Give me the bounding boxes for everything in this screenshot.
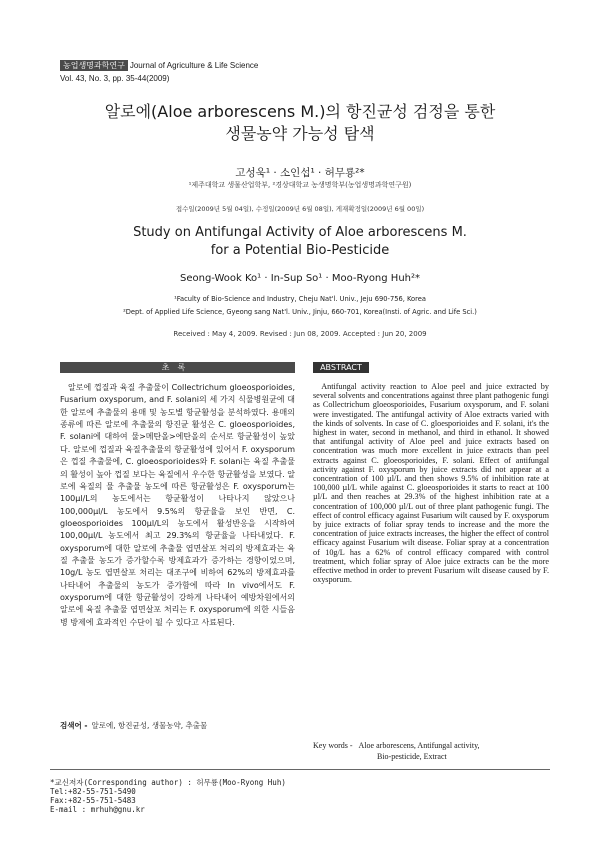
english-keywords-line2: Bio-pesticide, Extract <box>377 752 447 761</box>
english-abstract-heading: ABSTRACT <box>313 362 369 373</box>
english-abstract <box>313 382 549 584</box>
correspondence-email: E-mail : mrhuh@gnu.kr <box>50 805 145 814</box>
english-affiliation-2: ²Dept. of Applied Life Science, Gyeong sang Nat'l. Univ., Jinju, 660-701, Korea(Insti. of Agric. and Life Sci.) <box>123 308 477 316</box>
english-authors: Seong-Wook Ko¹ · In-Sup So¹ · Moo-Ryong Huh²* <box>179 273 421 284</box>
english-title-line2: for a Potential Bio-Pesticide <box>210 243 390 258</box>
korean-abstract <box>60 382 295 629</box>
korean-abstract-heading: 초록 <box>60 362 295 373</box>
correspondence-tel: Tel:+82-55-751-5490 <box>50 787 136 796</box>
footnote-divider <box>50 769 550 770</box>
english-affiliation-1: ¹Faculty of Bio-Science and Industry, Cheju Nat'l. Univ., Jeju 690-756, Korea <box>174 295 426 303</box>
english-title-line1: Study on Antifungal Activity of Aloe arborescens M. <box>133 225 467 240</box>
korean-abstract-text: 알로에 껍질과 육질 추출물이 Collectrichum gloeosporioides, Fusarium oxysporum, and F. solani의 세 가지 식물병원균에 대한 알로에 추출물의 용매 및 농도별 항균활성을 분석하였다. 용매의 종류에 따른 알로에 추출물의 항진균 활성은 C. gloeosporioides, F. solani에 대하여 물>메탄올>에탄올의 순서로 항균활성이 높았다. 알로에 껍질과 육질추출물의 항균활성에 있어서 F. oxysporum은 껍질 추출물에, C. gloeosporioides와 F. solani는 육질 추출물의 활성이 높아 껍질 보다는 육질에서 우수한 항균활성을 보였다. 알로에 육질의 물 추출물 농도에 따른 항균활성은 F. oxysporum는 100µl/L의 농도에서는 항균활성이 나타나지 않았으나 100,000µl/L 농도에서 9.5%의 항균율을 보인 반면, C. gloeosporioides 100µl/L의 농도에서 활성반응을 시작하여 100,00µl/L 농도에서 최고 29.3%의 항균율을 나타내었다. F. oxysporum에 대한 알로에 추출물 엽면살포 처리의 방제효과는 육질 추출물 농도가 증가할수록 방제효과가 증가하는 경향이었으며, 10g/L 농도 엽면살포 처리는 대조구에 비하여 62%의 방제효과를 나타내어 추출물의 농도가 증가함에 따라 In vivo에서도 F. oxysporum에 대한 항균활성이 강하게 나타내어 예방차원에서의 알로에 육질 추출물 엽면살포 처리는 F. oxysporum에 의한 시들음병 방제에 효과적인 수단이 될 수 있다고 사료된다. <box>60 383 295 627</box>
korean-title-line1: 알로에(Aloe arborescens M.)의 항진균성 검정을 통한 <box>104 102 496 121</box>
korean-keywords <box>60 720 300 731</box>
correspondence-fax: Fax:+82-55-751-5483 <box>50 796 136 805</box>
korean-dates: 접수일(2009년 5월 04일), 수정일(2009년 6월 08일), 게재확정일(2009년 6월 00일) <box>175 205 425 213</box>
english-keywords <box>313 740 553 762</box>
english-keywords-label: Key words - <box>313 741 353 750</box>
correspondence-block <box>50 778 286 814</box>
correspondence-author: *교신저자(Corresponding author) : 허무룡(Moo-Ryong Huh) <box>50 778 286 787</box>
korean-title <box>40 101 560 145</box>
english-title <box>60 224 540 260</box>
korean-authors: 고성욱¹ · 소인섭¹ · 허무룡²* <box>235 167 365 179</box>
korean-keywords-text: 알로에, 항진균성, 생물농약, 추출물 <box>91 721 208 730</box>
korean-title-line2: 생물농약 가능성 탐색 <box>225 124 375 143</box>
english-dates: Received : May 4, 2009. Revised : Jun 08, 2009. Accepted : Jun 20, 2009 <box>173 330 427 338</box>
journal-header <box>60 60 258 83</box>
english-abstract-text: Antifungal activity reaction to Aloe peel and juice extracted by several solvents and concentrations against three plant pathogenic fungi as Collectrichum gloeosporioides, Fusarium oxysporum, and F. solani were investigated. The antifungal activity of Aloe extracts varied with the kinds of solvents. In case of C. gloesporioides and F. solani, it's the highest in water, second in methanol, and third in ethanol. It showed that antifungal activity of Aloe peel and juice extracts based on concentration was much more excellent in juice extracts than peel extracts against C. gloeosporioides, F. solani. Effect of antifungal activity against F. oxysporum by juice extracts did not appear at a concentration of 100 µl/L and then shows 9.5% of inhibition rate at 100,000 µl/L while against C. gloeosporioides it starts to react at 100 µl/L and then reaches at 29.3% of the highest inhibition rate at a concentration of 100,000 µl/L out of three plant pathogenic fungi. The effect of control efficacy against Fusarium wilt caused by F. oxysporum by juice extracts of foliar spray tends to increase and the more the concentration of juice extracts increases, the higher the effect of control efficacy against Fusarium wilt disease. Foliar spray at a concentration of 10g/L has a 62% of control efficacy compared with control treatment, which foliar spray of Aloe juice extracts can be the more effective method in order to prevent Fusarium wilt disease caused by F. oxysporum. <box>313 382 549 585</box>
korean-keywords-label: 검색어 - <box>60 721 88 730</box>
volume-info: Vol. 43, No. 3, pp. 35-44(2009) <box>60 74 170 83</box>
english-keywords-line1: Aloe arborescens, Antifungal activity, <box>358 741 480 750</box>
korean-affiliations: ¹제주대학교 생물산업학부, ²경상대학교 농생명학부(농업생명과학연구원) <box>188 181 412 189</box>
journal-tag: 농업생명과학연구 <box>60 60 128 71</box>
journal-name: Journal of Agriculture & Life Science <box>129 61 259 70</box>
